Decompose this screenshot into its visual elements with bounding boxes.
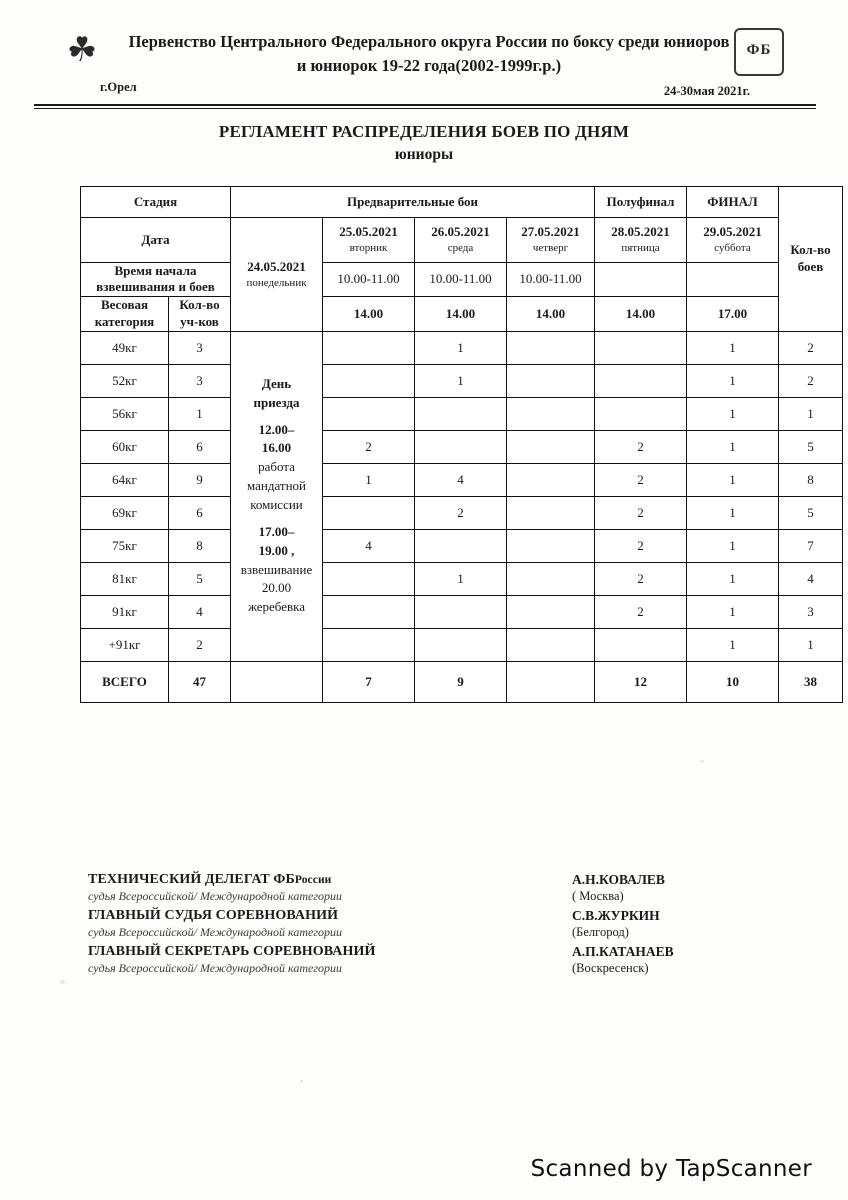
totals-day6: 10 — [687, 661, 779, 702]
final-label: ФИНАЛ — [687, 187, 779, 218]
arrival-line2: приезда — [253, 394, 300, 410]
row-day4 — [507, 529, 595, 562]
semifinal-label: Полуфинал — [595, 187, 687, 218]
signature-name: А.Н.КОВАЛЕВ — [572, 872, 665, 887]
row-athletes: 3 — [169, 364, 231, 397]
row-day2 — [323, 397, 415, 430]
signature-role-main: ГЛАВНЫЙ СУДЬЯ СОРЕВНОВАНИЙ — [88, 908, 339, 923]
row-day6: 1 — [687, 430, 779, 463]
row-bouts: 1 — [779, 397, 843, 430]
signature-role-main: ГЛАВНЫЙ СЕКРЕТАРЬ СОРЕВНОВАНИЙ — [88, 944, 376, 959]
row-bouts: 4 — [779, 562, 843, 595]
weight-label-line1: Весовая — [100, 297, 149, 313]
table-row — [81, 496, 843, 529]
row-day6: 1 — [687, 595, 779, 628]
row-day4 — [507, 364, 595, 397]
row-bouts: 1 — [779, 628, 843, 661]
row-day5: 2 — [595, 595, 687, 628]
row-athletes: 3 — [169, 331, 231, 364]
row-day5: 2 — [595, 562, 687, 595]
day-4-date: 27.05.2021 — [521, 224, 580, 240]
header-divider-thin — [34, 108, 816, 109]
row-day3 — [415, 595, 507, 628]
row-day3: 4 — [415, 463, 507, 496]
athletes-label-line2: уч-ков — [180, 313, 219, 329]
table-row — [81, 463, 843, 496]
row-athletes: 5 — [169, 562, 231, 595]
page-title: РЕГЛАМЕНТ РАСПРЕДЕЛЕНИЯ БОЕВ ПО ДНЯМ — [218, 122, 630, 141]
document-header — [34, 22, 816, 102]
row-weight: 69кг — [81, 496, 169, 529]
arrival-line5: работа — [258, 459, 295, 475]
day-2-header — [323, 218, 415, 263]
schedule-table-container — [80, 186, 831, 703]
day-3-weighin: 10.00-11.00 — [415, 263, 507, 297]
day-6-date: 29.05.2021 — [703, 224, 762, 240]
row-day5 — [595, 628, 687, 661]
scanned-by-watermark: Scanned by TapScanner — [530, 1156, 812, 1182]
signature-row — [88, 944, 768, 980]
row-day4 — [507, 496, 595, 529]
arrival-line10: взвешивание — [240, 561, 313, 577]
row-day4 — [507, 595, 595, 628]
row-athletes: 6 — [169, 430, 231, 463]
russian-eagle-emblem-icon: ☘ — [66, 32, 98, 69]
event-title: Первенство Центрального Федерального округа России по боксу среди юниоров и юниорок 19-22 года(2002-1999г.р.) — [128, 32, 730, 75]
table-row — [81, 331, 843, 364]
day-4-dow: четверг — [532, 242, 569, 255]
row-bouts: 7 — [779, 529, 843, 562]
weighin-label-line1: Время начала — [114, 263, 197, 278]
row-day6: 1 — [687, 496, 779, 529]
row-day5: 2 — [595, 430, 687, 463]
signature-role-main: ТЕХНИЧЕСКИЙ ДЕЛЕГАТ ФБ — [88, 872, 295, 887]
table-header-weighin-row — [81, 263, 843, 297]
signature-qualification: судья Всероссийской/ Международной категории — [88, 925, 342, 939]
day-6-dow: суббота — [714, 242, 751, 255]
totals-bouts: 38 — [779, 661, 843, 702]
stage-label: Стадия — [81, 187, 231, 218]
row-weight: 64кг — [81, 463, 169, 496]
row-day3 — [415, 397, 507, 430]
arrival-line4: 16.00 — [261, 440, 292, 456]
row-day6: 1 — [687, 331, 779, 364]
day-2-date: 25.05.2021 — [339, 224, 398, 240]
day-2-start: 14.00 — [323, 296, 415, 331]
totals-label: ВСЕГО — [81, 661, 169, 702]
arrival-line6: мандатной — [246, 478, 306, 494]
day-3-start: 14.00 — [415, 296, 507, 331]
row-bouts: 2 — [779, 331, 843, 364]
row-day6: 1 — [687, 529, 779, 562]
weight-label-line2: категория — [94, 313, 155, 329]
day-4-header — [507, 218, 595, 263]
signature-city: (Воскресенск) — [572, 961, 649, 975]
day-4-weighin: 10.00-11.00 — [507, 263, 595, 297]
signature-city: ( Москва) — [572, 889, 624, 903]
signature-name: С.В.ЖУРКИН — [572, 908, 660, 923]
row-day3: 2 — [415, 496, 507, 529]
day-2-weighin: 10.00-11.00 — [323, 263, 415, 297]
signature-name: А.П.КАТАНАЕВ — [572, 944, 674, 959]
row-weight: 52кг — [81, 364, 169, 397]
row-bouts: 3 — [779, 595, 843, 628]
bouts-count-header — [779, 187, 843, 332]
row-day5 — [595, 364, 687, 397]
row-day5: 2 — [595, 463, 687, 496]
row-day2 — [323, 331, 415, 364]
day-2-dow: вторник — [349, 242, 388, 255]
table-row — [81, 397, 843, 430]
totals-athletes: 47 — [169, 661, 231, 702]
row-athletes: 6 — [169, 496, 231, 529]
table-header-date-row — [81, 218, 843, 263]
row-day3 — [415, 529, 507, 562]
row-day6: 1 — [687, 628, 779, 661]
day-5-start: 14.00 — [595, 296, 687, 331]
day-3-header — [415, 218, 507, 263]
row-day3: 1 — [415, 331, 507, 364]
row-athletes: 1 — [169, 397, 231, 430]
row-day2: 2 — [323, 430, 415, 463]
row-day2: 1 — [323, 463, 415, 496]
row-day5: 2 — [595, 529, 687, 562]
signature-role-small: России — [294, 874, 332, 886]
row-athletes: 2 — [169, 628, 231, 661]
table-row — [81, 628, 843, 661]
weighin-label-line2: взвешивания и боев — [96, 279, 215, 295]
arrival-line3: 12.00– — [258, 421, 295, 437]
totals-day3: 9 — [415, 661, 507, 702]
table-header-stage-row — [81, 187, 843, 218]
arrival-line11: 20.00 — [261, 580, 292, 596]
row-bouts: 8 — [779, 463, 843, 496]
day-3-date: 26.05.2021 — [431, 224, 490, 240]
row-day5 — [595, 397, 687, 430]
row-bouts: 5 — [779, 496, 843, 529]
day-6-start: 17.00 — [687, 296, 779, 331]
day-3-dow: среда — [447, 242, 474, 255]
row-day5 — [595, 331, 687, 364]
bouts-count-label-line1: Кол-во — [790, 241, 831, 257]
row-day2: 4 — [323, 529, 415, 562]
row-weight: 81кг — [81, 562, 169, 595]
row-day6: 1 — [687, 364, 779, 397]
signature-row — [88, 908, 768, 944]
signature-row — [88, 872, 768, 908]
arrival-line1: День — [261, 375, 292, 391]
weighin-time-label — [81, 263, 231, 297]
row-day2 — [323, 628, 415, 661]
row-day5: 2 — [595, 496, 687, 529]
signature-city: (Белгород) — [572, 925, 629, 939]
row-weight: +91кг — [81, 628, 169, 661]
scan-speckle — [300, 1080, 303, 1083]
row-weight: 60кг — [81, 430, 169, 463]
signature-qualification: судья Всероссийской/ Международной категории — [88, 889, 342, 903]
day-6-header — [687, 218, 779, 263]
day-5-header — [595, 218, 687, 263]
table-row — [81, 562, 843, 595]
row-weight: 49кг — [81, 331, 169, 364]
row-day2 — [323, 562, 415, 595]
athletes-count-label — [169, 296, 231, 331]
day-1-date: 24.05.2021 — [247, 258, 306, 274]
row-athletes: 4 — [169, 595, 231, 628]
day-5-weighin — [595, 263, 687, 297]
table-row — [81, 364, 843, 397]
row-bouts: 2 — [779, 364, 843, 397]
table-header-start-row — [81, 296, 843, 331]
row-day6: 1 — [687, 463, 779, 496]
table-row — [81, 430, 843, 463]
arrival-day-cell — [231, 331, 323, 661]
row-weight: 56кг — [81, 397, 169, 430]
boxing-federation-emblem-icon: ФБ — [734, 28, 784, 76]
row-day6: 1 — [687, 397, 779, 430]
day-1-header — [231, 218, 323, 332]
row-weight: 91кг — [81, 595, 169, 628]
row-athletes: 9 — [169, 463, 231, 496]
arrival-line8: 17.00– — [258, 523, 295, 539]
day-5-dow: пятница — [621, 242, 660, 255]
totals-day2: 7 — [323, 661, 415, 702]
row-day6: 1 — [687, 562, 779, 595]
event-dates: 24-30мая 2021г. — [663, 84, 750, 98]
totals-day1 — [231, 661, 323, 702]
scan-speckle — [60, 980, 65, 984]
row-day2 — [323, 364, 415, 397]
signature-qualification: судья Всероссийской/ Международной категории — [88, 961, 342, 975]
row-day4 — [507, 628, 595, 661]
table-row — [81, 529, 843, 562]
date-label: Дата — [81, 218, 231, 263]
row-day3: 1 — [415, 562, 507, 595]
day-6-weighin — [687, 263, 779, 297]
row-weight: 75кг — [81, 529, 169, 562]
prelim-label: Предварительные бои — [231, 187, 595, 218]
athletes-label-line1: Кол-во — [179, 297, 220, 313]
row-day3: 1 — [415, 364, 507, 397]
table-row — [81, 595, 843, 628]
signature-block — [88, 872, 768, 980]
row-athletes: 8 — [169, 529, 231, 562]
arrival-line12: жеребевка — [247, 599, 306, 615]
totals-day4 — [507, 661, 595, 702]
event-city: г.Орел — [100, 80, 137, 94]
table-totals-row — [81, 661, 843, 702]
row-day4 — [507, 397, 595, 430]
row-day2 — [323, 496, 415, 529]
row-day3 — [415, 628, 507, 661]
row-day3 — [415, 430, 507, 463]
page-subtitle: юниоры — [394, 146, 454, 163]
row-day4 — [507, 430, 595, 463]
row-day4 — [507, 562, 595, 595]
arrival-line9: 19.00 , — [258, 542, 295, 558]
schedule-table — [80, 186, 843, 703]
day-5-date: 28.05.2021 — [611, 224, 670, 240]
row-day2 — [323, 595, 415, 628]
row-bouts: 5 — [779, 430, 843, 463]
arrival-line7: комиссии — [250, 497, 303, 512]
day-4-start: 14.00 — [507, 296, 595, 331]
row-day4 — [507, 331, 595, 364]
header-divider — [34, 104, 816, 106]
weight-category-label — [81, 296, 169, 331]
row-day4 — [507, 463, 595, 496]
totals-day5: 12 — [595, 661, 687, 702]
scan-speckle — [700, 760, 704, 763]
day-1-dow: понедельник — [246, 276, 307, 289]
bouts-count-label-line2: боев — [797, 258, 824, 274]
